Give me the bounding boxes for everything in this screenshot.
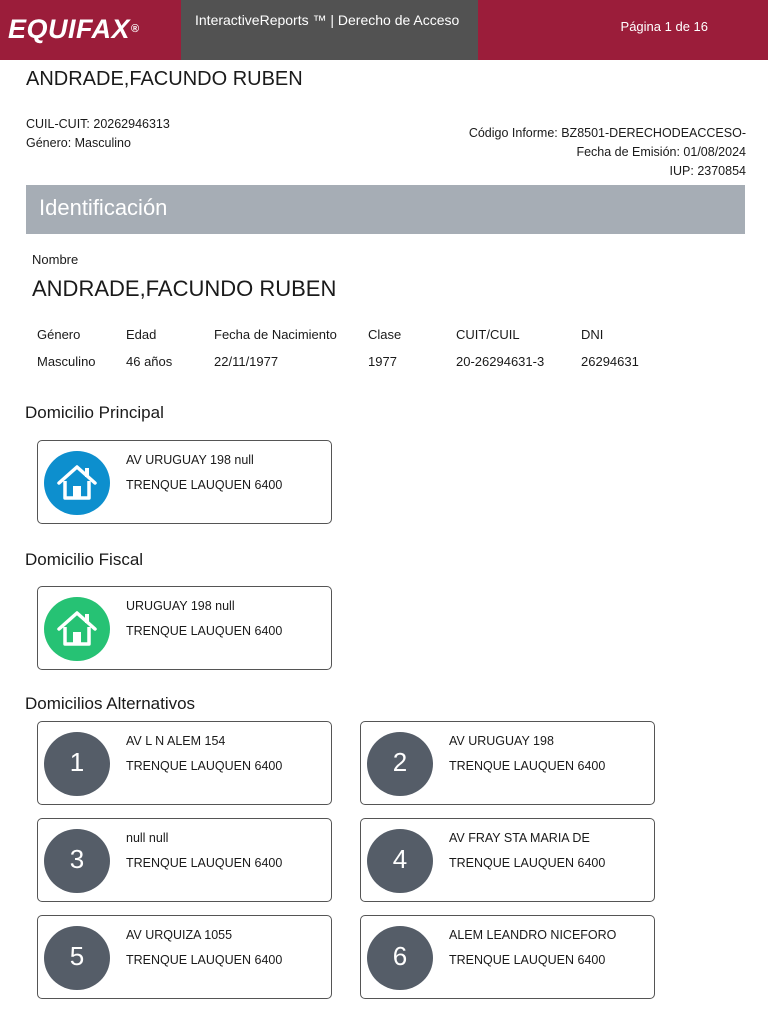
logo-text: EQUIFAX bbox=[8, 14, 131, 44]
nombre-value: ANDRADE,FACUNDO RUBEN bbox=[32, 276, 337, 301]
badge-number: 1 bbox=[69, 747, 85, 777]
page-count: Página 1 de 16 bbox=[620, 19, 708, 34]
address-line-2: TRENQUE LAUQUEN 6400 bbox=[126, 856, 283, 870]
address-line-1: AV L N ALEM 154 bbox=[126, 734, 226, 748]
badge-number: 2 bbox=[392, 747, 408, 777]
alt-address-card bbox=[37, 818, 332, 902]
app-title: InteractiveReports ™ | Derecho de Acceso bbox=[195, 12, 460, 28]
number-badge bbox=[367, 732, 433, 796]
header-dni: DNI bbox=[581, 327, 604, 342]
address-line-2: TRENQUE LAUQUEN 6400 bbox=[449, 856, 606, 870]
iup: IUP: 2370854 bbox=[669, 164, 746, 178]
value-fecha-nacimiento: 22/11/1977 bbox=[214, 354, 279, 369]
address-line-2: TRENQUE LAUQUEN 6400 bbox=[126, 624, 283, 638]
number-badge bbox=[44, 732, 110, 796]
address-line-1: null null bbox=[126, 831, 169, 845]
value-genero: Masculino bbox=[37, 354, 96, 369]
value-dni: 26294631 bbox=[581, 354, 639, 369]
badge-number: 6 bbox=[392, 941, 408, 971]
badge-number: 4 bbox=[392, 844, 408, 874]
address-line-1: ALEM LEANDRO NICEFORO bbox=[449, 928, 617, 942]
number-badge bbox=[44, 926, 110, 990]
top-bar bbox=[0, 0, 768, 60]
domicilio-principal-card bbox=[37, 440, 332, 524]
header-fecha-nacimiento: Fecha de Nacimiento bbox=[214, 327, 337, 342]
value-cuit-cuil: 20-26294631-3 bbox=[456, 354, 545, 369]
address-line-2: TRENQUE LAUQUEN 6400 bbox=[449, 759, 606, 773]
badge-number: 3 bbox=[69, 844, 85, 874]
domicilio-fiscal-card bbox=[37, 586, 332, 670]
alt-address-card bbox=[360, 721, 655, 805]
address-line-1: URUGUAY 198 null bbox=[126, 599, 235, 613]
report-meta bbox=[469, 124, 746, 181]
gender: Género: Masculino bbox=[26, 136, 131, 150]
alt-address-card bbox=[360, 818, 655, 902]
logo-registered-mark: ® bbox=[131, 23, 140, 35]
equifax-logo bbox=[8, 12, 160, 46]
number-badge bbox=[367, 926, 433, 990]
person-name: ANDRADE,FACUNDO RUBEN bbox=[26, 68, 303, 90]
address-line-2: TRENQUE LAUQUEN 6400 bbox=[449, 953, 606, 967]
alt-address-card bbox=[37, 721, 332, 805]
report-code: Código Informe: BZ8501-DERECHODEACCESO- bbox=[468, 126, 746, 140]
header-clase: Clase bbox=[368, 327, 402, 342]
address-line-2: TRENQUE LAUQUEN 6400 bbox=[126, 478, 283, 492]
domicilio-principal-heading: Domicilio Principal bbox=[25, 403, 164, 422]
house-icon bbox=[44, 451, 110, 515]
number-badge bbox=[44, 829, 110, 893]
domicilios-alternativos-heading: Domicilios Alternativos bbox=[25, 694, 196, 713]
address-line-2: TRENQUE LAUQUEN 6400 bbox=[126, 759, 283, 773]
address-line-1: AV URUGUAY 198 bbox=[449, 734, 554, 748]
section-title: Identificación bbox=[39, 195, 168, 220]
alt-address-card bbox=[360, 915, 655, 999]
header-edad: Edad bbox=[126, 327, 157, 342]
domicilio-fiscal-heading: Domicilio Fiscal bbox=[25, 550, 144, 569]
header-cuit-cuil: CUIT/CUIL bbox=[456, 327, 520, 342]
header-genero: Género bbox=[37, 327, 81, 342]
person-meta bbox=[26, 115, 170, 153]
house-icon bbox=[44, 597, 110, 661]
value-clase: 1977 bbox=[368, 354, 397, 369]
address-line-1: AV URQUIZA 1055 bbox=[126, 928, 233, 942]
badge-number: 5 bbox=[69, 941, 85, 971]
address-line-2: TRENQUE LAUQUEN 6400 bbox=[126, 953, 283, 967]
app-title-panel bbox=[181, 0, 478, 60]
alt-address-card bbox=[37, 915, 332, 999]
address-line-1: AV FRAY STA MARIA DE bbox=[449, 831, 590, 845]
nombre-label: Nombre bbox=[32, 252, 79, 267]
cuil-cuit: CUIL-CUIT: 20262946313 bbox=[26, 117, 170, 131]
value-edad: 46 años bbox=[126, 354, 173, 369]
address-line-1: AV URUGUAY 198 null bbox=[126, 453, 254, 467]
number-badge bbox=[367, 829, 433, 893]
section-identificacion bbox=[26, 185, 745, 234]
issue-date: Fecha de Emisión: 01/08/2024 bbox=[576, 145, 746, 159]
